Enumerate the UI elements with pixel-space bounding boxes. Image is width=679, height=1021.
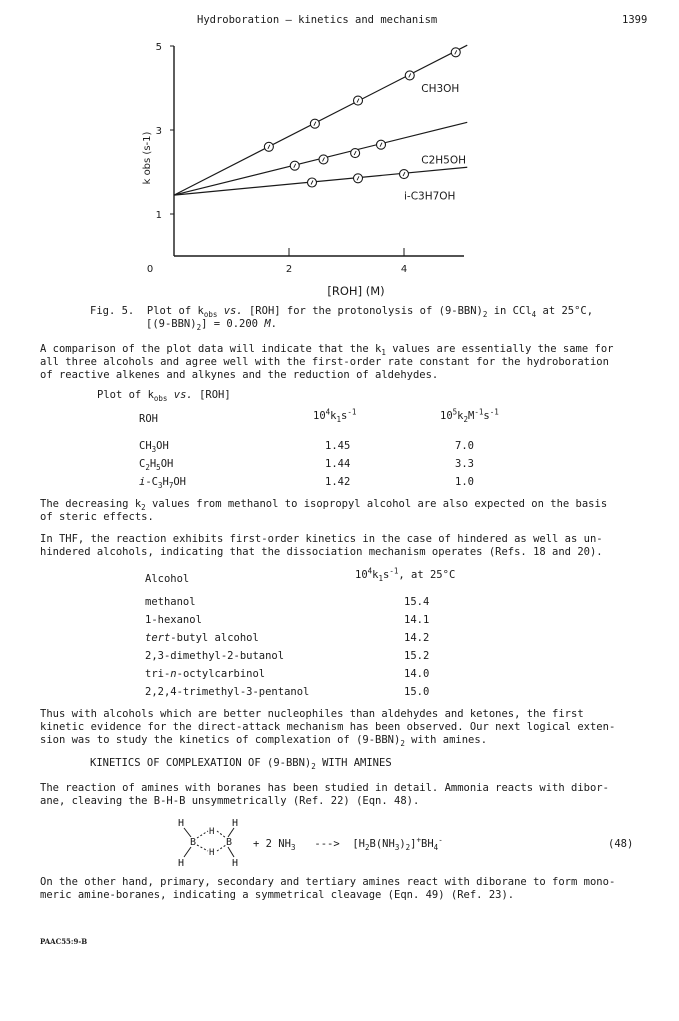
- y-tick-label: 3: [155, 126, 162, 137]
- table2-cell: 15.2: [404, 650, 430, 662]
- table2-header-k1: $10^4k_1s^{-1}$, at 25°C: [355, 566, 456, 584]
- paragraph-primary-amines: On the other hand, primary, secondary and tertiary amines react with diborane to form mono- meric amine-boranes, indicating a symmetrical cleavage (Eqn. 49) (Ref. 23).: [40, 876, 616, 901]
- page-number: 1399: [622, 14, 648, 26]
- caption-prefix: Fig. 5.: [90, 305, 135, 317]
- svg-text:H: H: [209, 848, 215, 858]
- table1-cell: 1.45: [325, 440, 351, 452]
- svg-text:H: H: [232, 858, 239, 869]
- figure-caption: Fig. 5. Plot of $k_{obs}$ vs. [ROH] for the protonolysis of $(9-BBN)_2$ in CCl$_4$ at 25°C, $[(9-BBN)_2] = 0.200$ M.: [90, 305, 594, 333]
- table2-row: 2,2,4-trimethyl-3-pentanol: [145, 686, 310, 698]
- table2-row: tri-n-octylcarbinol: [145, 668, 266, 680]
- series-label: i-C3H7OH: [404, 190, 456, 203]
- x-tick-label: 4: [400, 264, 408, 275]
- paragraph-nucleophiles: Thus with alcohols which are better nucleophiles than aldehydes and ketones, the first kinetic evidence for the direct-attack mechanism has been observed. Our next logical exten- sion was to study the kinetics of complexation of $(9-BBN)_2$ with amines.: [40, 708, 616, 749]
- table2-row: methanol: [145, 596, 196, 608]
- table1-cell: 1.44: [325, 458, 351, 470]
- table1-cell: 3.3: [455, 458, 474, 470]
- table2-header-alcohol: Alcohol: [145, 573, 190, 585]
- table2-row: tert-butyl alcohol: [145, 632, 259, 644]
- running-title: Hydroboration — kinetics and mechanism: [197, 14, 438, 26]
- paragraph-amines-boranes: The reaction of amines with boranes has been studied in detail. Ammonia reacts with dibor- ane, cleaving the B-H-B unsymmetrically (Ref. 22) (Eqn. 48).: [40, 782, 609, 807]
- table1-header-k2: $10^5k_2M^{-1}s^{-1}$: [440, 407, 499, 425]
- table2-cell: 14.2: [404, 632, 430, 644]
- table1-row-ipropanol: $i-C_3H_7OH$: [139, 476, 186, 491]
- series-label: C2H5OH: [421, 154, 466, 167]
- table2-cell: 15.0: [404, 686, 430, 698]
- table1-cell: 7.0: [455, 440, 474, 452]
- series-line: [174, 45, 467, 195]
- svg-text:H: H: [209, 827, 215, 837]
- table2-cell: 15.4: [404, 596, 430, 608]
- y-axis-label: k obs (s-1): [142, 131, 153, 185]
- table1-header-k1: $10^4k_1s^{-1}$: [313, 407, 357, 425]
- table1-header-roh: ROH: [139, 413, 158, 425]
- paragraph-thf: In THF, the reaction exhibits first-order kinetics in the case of hindered as well as un- hindered alcohols, indicating that the dissociation mechanism operates (Refs. 18 and 20).: [40, 533, 603, 558]
- table1-cell: 1.0: [455, 476, 474, 488]
- x-tick-label: 0: [146, 264, 154, 275]
- equation-number: (48): [608, 838, 634, 850]
- x-tick-label: 2: [285, 264, 293, 275]
- diborane-structure: [172, 814, 252, 870]
- y-tick-label: 5: [155, 42, 162, 53]
- kobs-vs-roh-chart: [120, 38, 480, 300]
- x-axis-label: [ROH] (M): [327, 284, 385, 298]
- table2-row: 2,3-dimethyl-2-butanol: [145, 650, 285, 662]
- equation-48: + 2 $NH_3$ ---> $[H_2B(NH_3)_2]^+BH_4^-$: [253, 835, 443, 853]
- svg-text:H: H: [232, 818, 239, 829]
- table1-title: Plot of $k_{obs}$ vs. [ROH]: [97, 389, 231, 404]
- svg-text:B: B: [190, 837, 197, 848]
- table2-cell: 14.0: [404, 668, 430, 680]
- table2-row: 1-hexanol: [145, 614, 202, 626]
- paragraph-plot-comparison: A comparison of the plot data will indicate that the $k_1$ values are essentially the same for all three alcohols and agree well with the first-order rate constant for the hydroboration of reactive alkenes and alkynes and the reduction of aldehydes.: [40, 343, 614, 381]
- table1-row-c2h5oh: $C_2H_5OH$: [139, 458, 174, 473]
- svg-text:H: H: [178, 818, 185, 829]
- section-heading: KINETICS OF COMPLEXATION OF $(9-BBN)_2$ WITH AMINES: [90, 757, 392, 772]
- svg-text:B: B: [226, 837, 233, 848]
- table2-cell: 14.1: [404, 614, 430, 626]
- footer-code: PAAC55:9-B: [40, 937, 88, 946]
- table1-row-ch3oh: $CH_3OH$: [139, 440, 169, 455]
- y-tick-label: 1: [155, 210, 162, 221]
- svg-text:H: H: [178, 858, 185, 869]
- paragraph-steric-effects: The decreasing $k_2$ values from methanol to isopropyl alcohol are also expected on the basis of steric effects.: [40, 498, 608, 523]
- series-label: CH3OH: [421, 83, 460, 96]
- table1-cell: 1.42: [325, 476, 351, 488]
